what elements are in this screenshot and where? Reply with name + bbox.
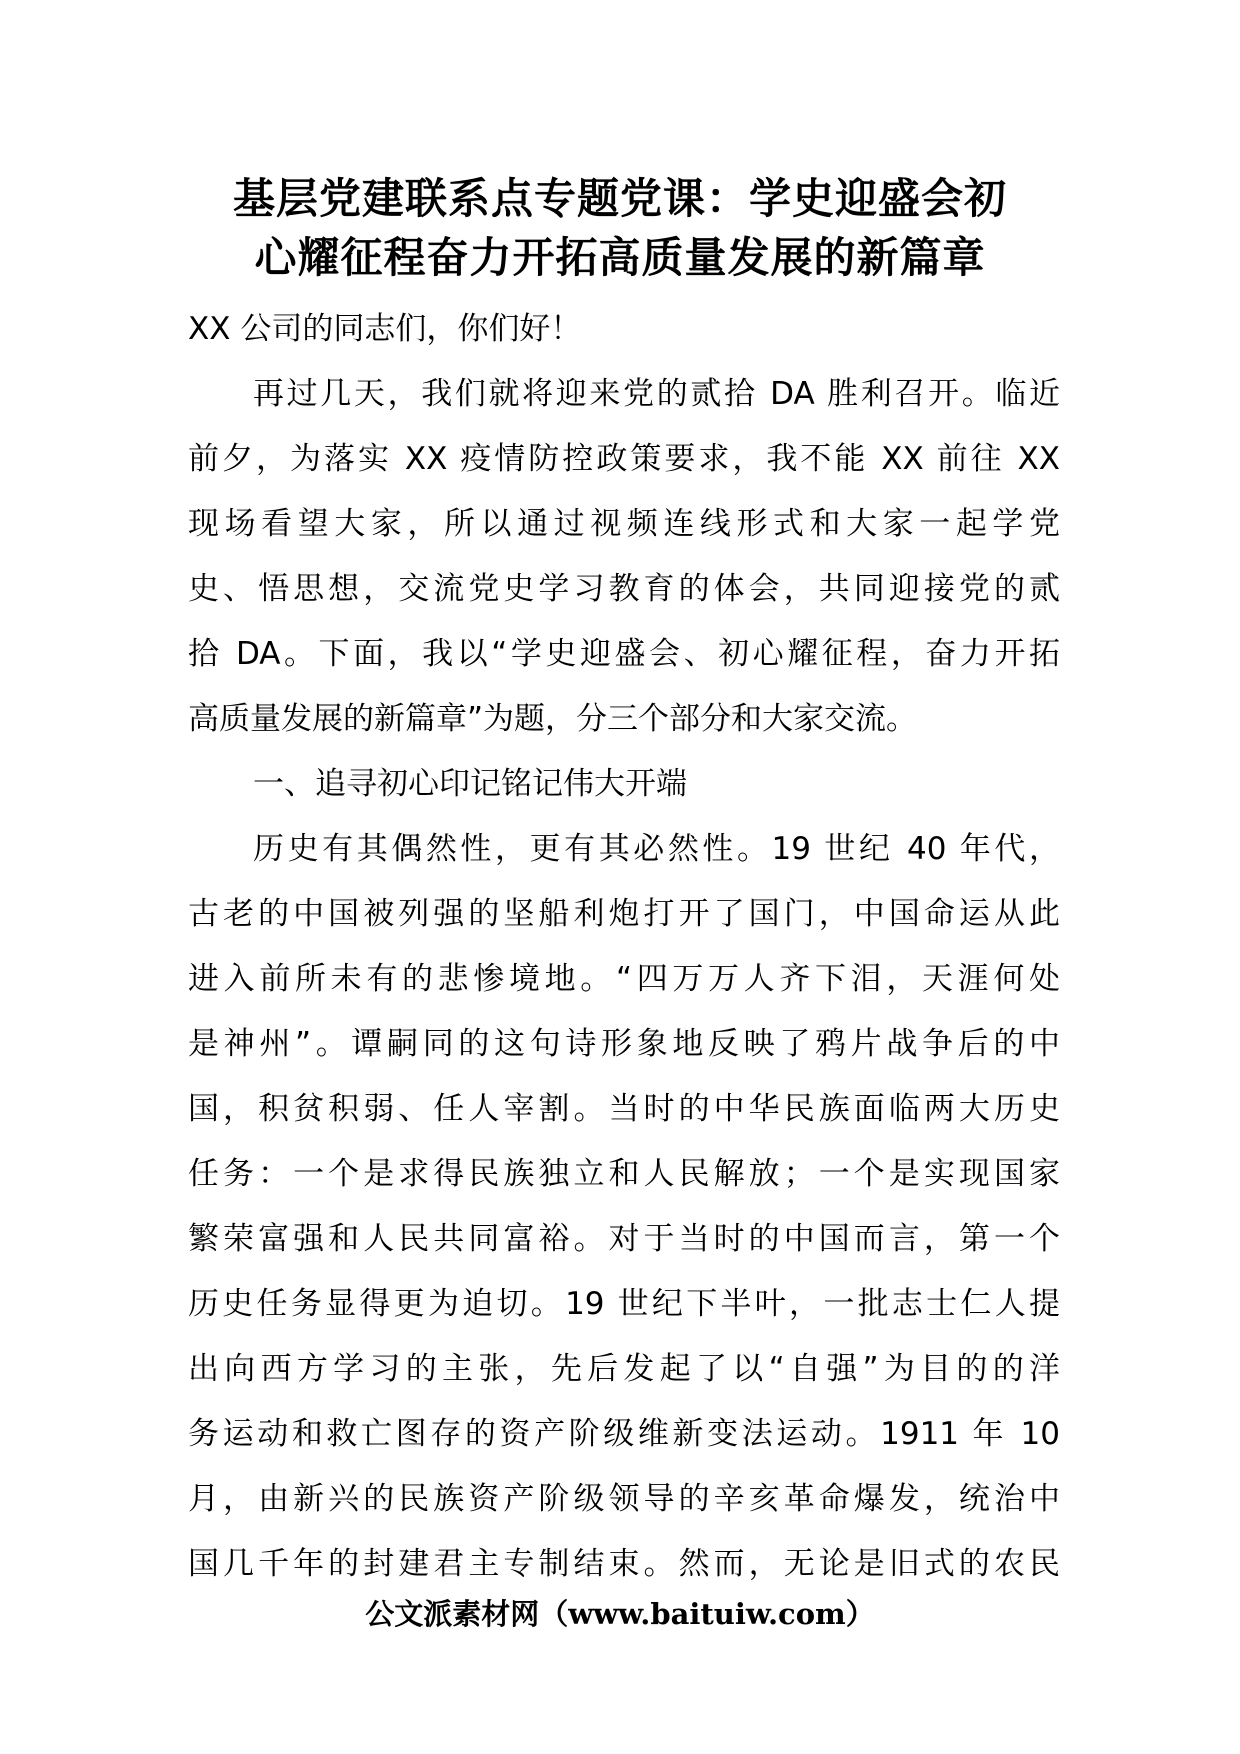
body-line: 历史有其偶然性，更有其必然性。19 世纪 40 年代， xyxy=(253,831,1060,867)
body-line: 再过几天，我们就将迎来党的贰拾 DA 胜利召开。临近 xyxy=(253,376,1060,412)
footer-source: 公文派素材网（www.baituiw.com） xyxy=(365,1597,875,1631)
body-line: 是神州”。谭嗣同的这句诗形象地反映了鸦片战争后的中 xyxy=(188,1026,1060,1062)
body-line: 古老的中国被列强的坚船利炮打开了国门，中国命运从此 xyxy=(188,896,1060,932)
document-body xyxy=(188,297,1060,1597)
body-line: 史、悟思想，交流党史学习教育的体会，共同迎接党的贰 xyxy=(188,571,1060,607)
body-line: 出向西方学习的主张，先后发起了以“自强”为目的的洋 xyxy=(188,1351,1060,1387)
body-line: 任务：一个是求得民族独立和人民解放；一个是实现国家 xyxy=(188,1156,1060,1192)
section-heading: 一、追寻初心印记铭记伟大开端 xyxy=(253,766,687,802)
body-line: 前夕，为落实 XX 疫情防控政策要求，我不能 XX 前往 XX xyxy=(188,441,1060,477)
body-line: 现场看望大家，所以通过视频连线形式和大家一起学党 xyxy=(188,506,1060,542)
body-line: 务运动和救亡图存的资产阶级维新变法运动。1911 年 10 xyxy=(188,1416,1060,1452)
document-title-line-2: 心耀征程奋力开拓高质量发展的新篇章 xyxy=(254,233,986,282)
body-line: 月，由新兴的民族资产阶级领导的辛亥革命爆发，统治中 xyxy=(188,1481,1060,1517)
body-line: 历史任务显得更为迫切。19 世纪下半叶，一批志士仁人提 xyxy=(188,1286,1060,1322)
document-title-line-1: 基层党建联系点专题党课：学史迎盛会初 xyxy=(232,174,1007,223)
body-line: 高质量发展的新篇章”为题，分三个部分和大家交流。 xyxy=(188,701,918,737)
body-line: 进入前所未有的悲惨境地。“四万万人齐下泪，天涯何处 xyxy=(188,961,1060,997)
salutation-line: XX 公司的同志们，你们好！ xyxy=(188,311,582,347)
body-line: 国几千年的封建君主专制结束。然而，无论是旧式的农民 xyxy=(188,1546,1060,1582)
body-line: 国，积贫积弱、任人宰割。当时的中华民族面临两大历史 xyxy=(188,1091,1060,1127)
body-line: 拾 DA。下面，我以“学史迎盛会、初心耀征程，奋力开拓 xyxy=(188,636,1060,672)
body-line: 繁荣富强和人民共同富裕。对于当时的中国而言，第一个 xyxy=(188,1221,1060,1257)
